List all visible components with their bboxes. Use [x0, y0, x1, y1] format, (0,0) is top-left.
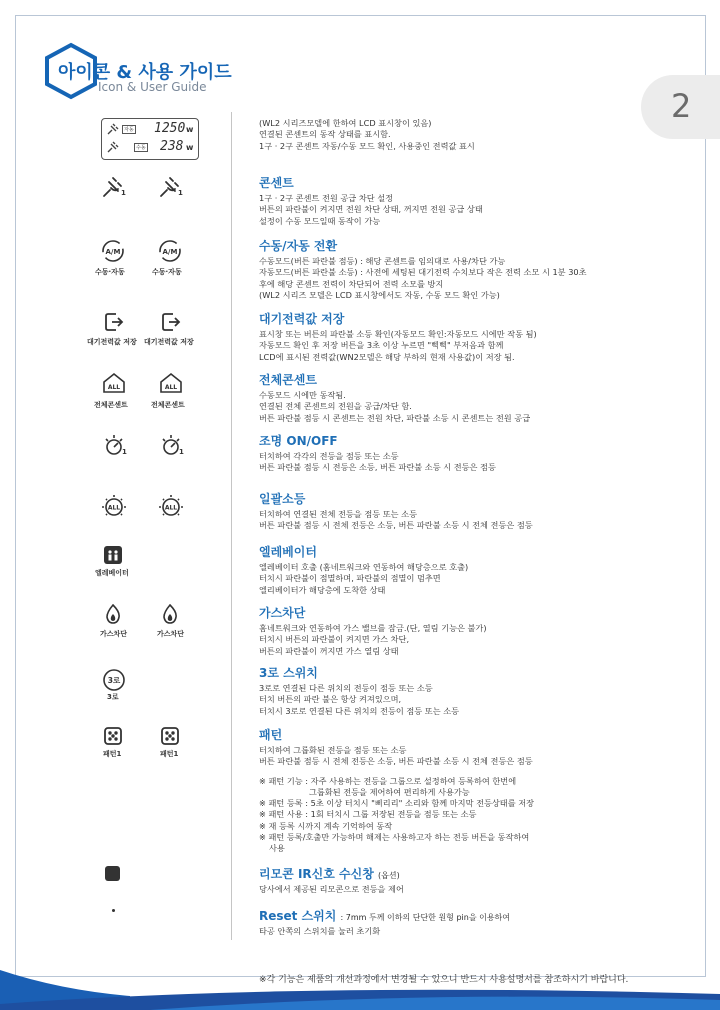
lcd-value-1: 1250 [154, 121, 186, 136]
section-batch-off [259, 490, 699, 532]
text-line: 설정이 수동 모드일때 동작이 가능 [259, 215, 381, 226]
gas-label: 가스차단 [100, 630, 128, 638]
standby-save-label: 대기전력값 저장 [87, 338, 137, 346]
svg-text:3로: 3로 [107, 676, 121, 685]
text-line: 터치시 파란불이 점멸하며, 파란불의 점멸이 멈추면 [259, 573, 441, 584]
section-outlet [259, 174, 699, 227]
reset-pinhole-icon[interactable] [112, 909, 115, 912]
light-1-sub: 1 [122, 448, 127, 456]
bottom-wave-decoration [0, 960, 720, 1010]
svg-text:ALL: ALL [164, 384, 178, 391]
section-title: 패턴 [259, 728, 283, 742]
gas-flame-icon[interactable] [161, 604, 179, 624]
all-outlets-label: 전체콘센트 [94, 401, 128, 409]
lcd-unit-2: w [186, 143, 194, 152]
section-auto-manual [259, 237, 699, 301]
section-title: 3로 스위치 [259, 666, 318, 680]
section-title [259, 865, 699, 882]
standby-save-icon[interactable] [160, 311, 182, 333]
text-line: (WL2 시리즈 모델은 LCD 표시창에서도 자동, 수동 모드 확인 가능) [259, 289, 500, 300]
page-subtitle: Icon & User Guide [98, 80, 207, 94]
text-line: 홈네트워크와 연동하여 가스 밸브를 잠금.(단, 열림 기능은 불가) [259, 623, 487, 633]
section-title: 조명 ON/OFF [259, 434, 338, 448]
pattern-icon[interactable] [161, 727, 179, 745]
auto-manual-icon[interactable] [101, 239, 125, 263]
column-divider [231, 112, 232, 940]
text-line: 터치 버튼의 파란 불은 항상 켜져있으며, [259, 694, 402, 705]
footer-note: ※각 기능은 제품의 개선과정에서 변경될 수 있으니 반드시 사용설명서를 참조하시기 바랍니다. [259, 975, 629, 985]
standby-save-label: 대기전력값 저장 [144, 338, 194, 346]
reset-title-sub: : 7mm 두께 이하의 단단한 원형 pin을 이용하여 [340, 913, 511, 922]
text-line: 터치시 3로로 연결된 다른 위치의 전등이 점등 또는 소등 [259, 705, 460, 716]
outlet-1-sub: 1 [121, 189, 126, 197]
section-gas [259, 604, 699, 657]
auto-tag: 자동 [124, 127, 134, 133]
note-line: ※ 패턴 사용 : 1회 터치시 그룹 저장된 전등을 점등 또는 소등 [259, 809, 477, 820]
text-line: 자동모드(버튼 파란불 소등) : 사전에 세팅된 대기전력 수치보다 작은 전력 소모 시 1분 30초 [259, 267, 587, 278]
three-way-label: 3로 [107, 693, 119, 701]
text-line: 버튼 파란불 점등 시 전체 전등은 소등, 버튼 파란불 소등 시 전체 전등은 점등 [259, 520, 533, 531]
section-title: 가스차단 [259, 606, 306, 620]
text-line: 표시창 또는 버튼의 파란불 소등 확인(자동모드 확인:자동모드 시에만 작동 됨) [259, 329, 537, 339]
text-line: 버튼 파란불 점등 시 콘센트는 전원 차단, 파란불 소등 시 콘센트는 전원 공급 [259, 412, 531, 423]
elevator-label: 엘레베이터 [95, 569, 129, 577]
text-line: 버튼 파란불 점등 시 전등은 소등, 버튼 파란불 소등 시 전등은 점등 [259, 462, 496, 473]
section-pattern [259, 726, 699, 855]
plug-icon [106, 122, 120, 136]
text-line: 연결된 콘센트의 동작 상태를 표시함. [259, 129, 391, 140]
standby-save-icon[interactable] [103, 311, 125, 333]
auto-manual-label: 수동·자동 [152, 268, 182, 276]
ir-title-sub: (옵션) [378, 871, 400, 880]
note-line: 사용 [269, 843, 285, 854]
auto-manual-label: 수동·자동 [95, 268, 125, 276]
section-title: 대기전력값 저장 [259, 312, 345, 326]
section-lcd [259, 118, 699, 152]
text-line: 터치하여 각각의 전등을 점등 또는 소등 [259, 451, 399, 461]
ir-receiver-icon [105, 866, 120, 881]
section-elevator [259, 543, 699, 596]
section-title: 엘레베이터 [259, 545, 317, 559]
section-title: 콘센트 [259, 176, 294, 190]
section-title: 일괄소등 [259, 492, 306, 506]
text-line: 타공 안쪽의 스위치를 눌러 초기화 [259, 926, 381, 936]
section-reset [259, 907, 699, 937]
text-line: 버튼의 파란불이 켜지면 전원 차단 상태, 꺼지면 전원 공급 상태 [259, 204, 483, 215]
reset-title: Reset 스위치 [259, 909, 337, 923]
lcd-display [101, 118, 199, 160]
text-line: 수동모드 시에만 동작됨. [259, 390, 346, 400]
lcd-value-2: 238 [160, 139, 184, 154]
plug-icon [106, 140, 120, 154]
outlet-2-sub: 1 [178, 189, 183, 197]
text-line: (WL2 시리즈모델에 한하여 LCD 표시창이 있음) [259, 118, 432, 128]
manual-tag: 수동 [136, 145, 146, 151]
text-line: 3로로 연결된 다른 위치의 전등이 점등 또는 소등 [259, 683, 433, 693]
note-line: ※ 패턴 등록/호출만 가능하며 해제는 사용하고자 하는 전등 버튼을 동작하여 [259, 832, 530, 843]
all-outlets-icon[interactable] [159, 372, 183, 394]
svg-text:A/M: A/M [162, 248, 178, 256]
text-line: 자동모드 확인 후 저장 버튼을 3초 이상 누르면 "삑삑" 부저음과 함께 [259, 340, 504, 351]
pattern-label: 패턴1 [160, 750, 179, 758]
note-line: ※ 패턴 기능 : 자주 사용하는 전등을 그룹으로 설정하여 등록하여 한번에 [259, 775, 517, 786]
gas-label: 가스차단 [157, 630, 185, 638]
note-line: 그룹화된 전등을 제어하여 편리하게 사용가능 [309, 786, 470, 797]
section-title: 전체콘센트 [259, 373, 317, 387]
light-2-sub: 1 [179, 448, 184, 456]
lcd-unit-1: w [186, 125, 194, 134]
three-way-switch-icon[interactable] [102, 668, 126, 692]
text-line: 버튼의 파란불이 꺼지면 가스 열림 상태 [259, 645, 399, 656]
text-line: LCD에 표시된 전력값(WN2모델은 해당 부하의 현재 사용값)이 저장 됨. [259, 351, 515, 362]
section-title [259, 907, 699, 924]
page-title: 아이콘 & 사용 가이드 [58, 62, 232, 83]
page-number: 2 [671, 87, 692, 125]
auto-manual-icon[interactable] [158, 239, 182, 263]
section-light [259, 432, 699, 474]
batch-off-icon[interactable] [101, 494, 127, 518]
all-outlets-icon[interactable] [102, 372, 126, 394]
text-line: 수동모드(버튼 파란불 점등) : 해당 콘센트를 임의대로 사용/차단 가능 [259, 256, 506, 266]
svg-text:ALL: ALL [107, 384, 121, 391]
text-line: 1구 · 2구 콘센트 전원 공급 차단 설정 [259, 193, 394, 203]
section-title: 수동/자동 전환 [259, 239, 338, 253]
text-line: 1구 · 2구 콘센트 자동/수동 모드 확인, 사용중인 전력값 표시 [259, 140, 475, 151]
batch-off-icon[interactable] [158, 494, 184, 518]
text-line: 당사에서 제공된 리모콘으로 전등을 제어 [259, 884, 404, 894]
svg-text:ALL: ALL [164, 504, 178, 512]
svg-text:A/M: A/M [105, 248, 121, 256]
section-ir [259, 865, 699, 895]
text-line: 터치시 버튼의 파란불이 켜지면 가스 차단, [259, 634, 410, 645]
text-line: 버튼 파란불 점등 시 전체 전등은 소등, 버튼 파란불 소등 시 전체 전등은 점등 [259, 756, 533, 767]
section-three-way [259, 664, 699, 717]
text-line: 엘리베이터가 해당층에 도착한 상태 [259, 584, 386, 595]
svg-text:ALL: ALL [107, 504, 121, 512]
gas-flame-icon[interactable] [104, 604, 122, 624]
text-line: 터치하여 연결된 전체 전등을 점등 또는 소등 [259, 509, 417, 519]
all-outlets-label: 전체콘센트 [151, 401, 185, 409]
pattern-label: 패턴1 [103, 750, 122, 758]
pattern-icon[interactable] [104, 727, 122, 745]
section-standby [259, 310, 699, 363]
ir-title: 리모콘 IR신호 수신창 [259, 867, 374, 881]
elevator-icon[interactable] [103, 545, 123, 565]
text-line: 엘레베이터 호출 (홈네트워크와 연동하여 해당층으로 호출) [259, 562, 469, 572]
note-line: ※ 패턴 등록 : 5초 이상 터치시 "삐리리" 소리와 함께 마지막 전등상태를 저장 [259, 798, 535, 809]
text-line: 연결된 전체 콘센트의 전원을 공급/차단 함. [259, 401, 412, 412]
section-all-outlets [259, 371, 699, 424]
note-line: ※ 재 등록 시까지 계속 기억하여 동작 [259, 820, 393, 831]
text-line: 터치하여 그룹화된 전등을 점등 또는 소등 [259, 745, 407, 755]
text-line: 후에 해당 콘센트 전력이 차단되어 전력 소모를 방지 [259, 278, 444, 289]
